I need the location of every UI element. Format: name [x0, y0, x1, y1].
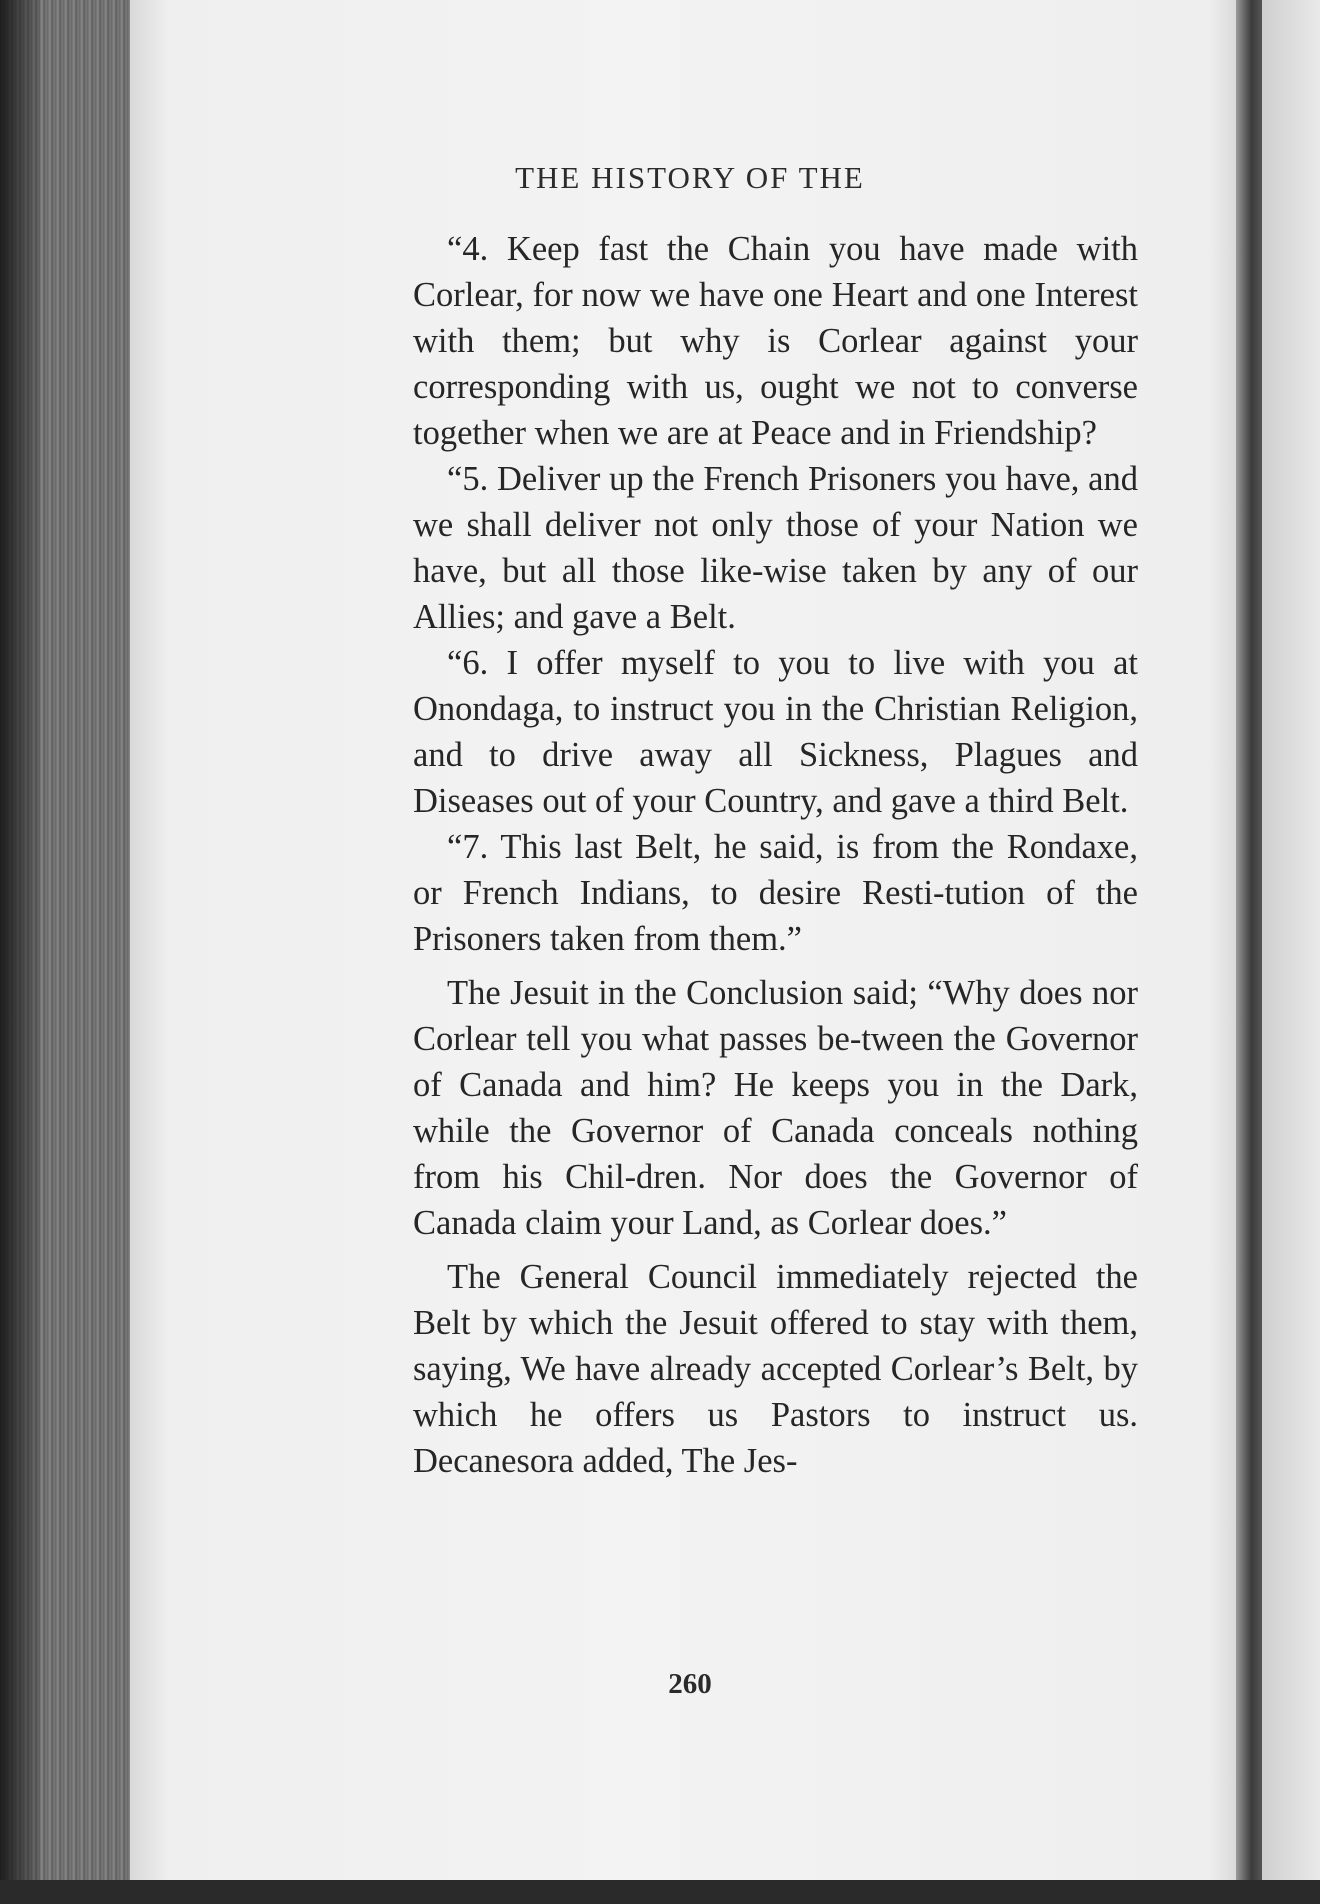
next-page-edge [1262, 0, 1320, 1904]
paragraph-item-5: “5. Deliver up the French Prisoners you have, and we shall deliver not only those of your Nation we have, but all those like-wise taken by any of our Allies; and gave a Belt. [413, 460, 1138, 636]
book-page-edges [0, 0, 138, 1904]
page-number: 260 [668, 1668, 712, 1700]
book-gutter [1236, 0, 1262, 1904]
running-head: THE HISTORY OF THE [515, 160, 865, 195]
paragraph-item-6: “6. I offer myself to you to live with you at Onondaga, to instruct you in the Christian Religion, and to drive away all Sickness, Plagues and Diseases out of your Country, and gave a third Belt. [413, 644, 1138, 820]
body-text [413, 226, 1138, 1484]
paragraph-item-4: “4. Keep fast the Chain you have made with Corlear, for now we have one Heart and one Interest with them; but why is Corlear against your corresponding with us, ought we not to converse together when we are at Peace and in Friendship? [413, 230, 1138, 452]
paragraph-item-7: “7. This last Belt, he said, is from the Rondaxe, or French Indians, to desire Resti-tution of the Prisoners taken from them.” [413, 828, 1138, 958]
bottom-shadow [0, 1880, 1320, 1904]
paragraph-jesuit-conclusion: The Jesuit in the Conclusion said; “Why does nor Corlear tell you what passes be-tween the Governor of Canada and him? He keeps you in the Dark, while the Governor of Canada conceals nothing from his Chil-dren. Nor does the Governor of Canada claim your Land, as Corlear does.” [413, 974, 1138, 1242]
paragraph-general-council: The General Council immediately rejected the Belt by which the Jesuit offered to stay with them, saying, We have already accepted Corlear’s Belt, by which he offers us Pastors to instruct us. Decanesora added, The Jes- [413, 1258, 1138, 1480]
